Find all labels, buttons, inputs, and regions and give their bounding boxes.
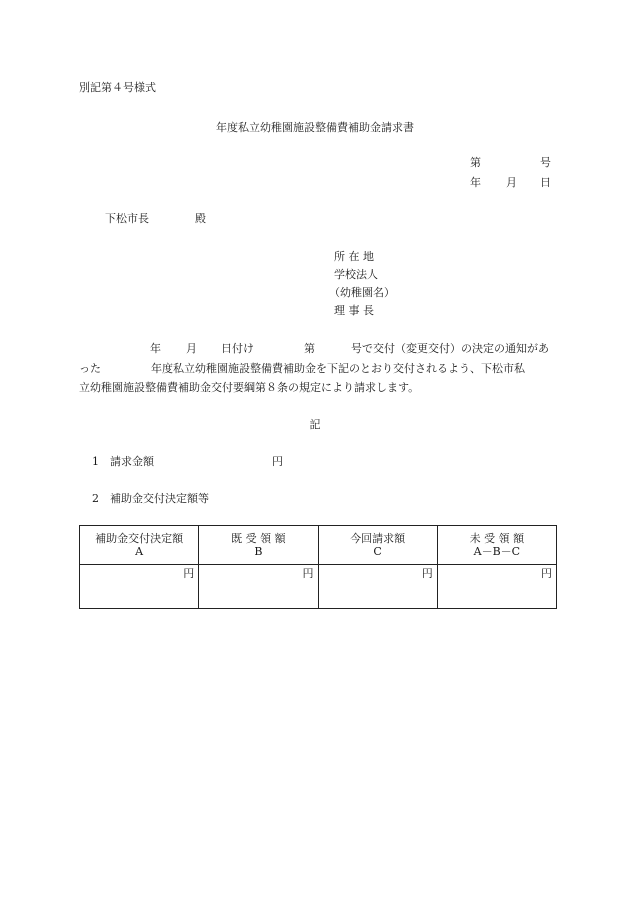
column-title: 未 受 領 額: [469, 532, 525, 545]
applicant-kindergarten-label: （幼稚園名）: [329, 286, 395, 299]
applicant-corp-label: 学校法人: [334, 268, 378, 281]
body-line2-rest: 年度私立幼稚園施設整備費補助金を下記のとおり交付されるよう、下松市私: [151, 362, 525, 375]
yen-unit: 円: [541, 567, 552, 580]
applicant-chair-label: 理 事 長: [334, 304, 374, 317]
body-line3: 立幼稚園施設整備費補助金交付要綱第８条の規定により請求します。: [79, 381, 420, 394]
amount-cell-c: [318, 565, 437, 609]
table-header-cell: [80, 526, 199, 565]
recipient-honorific: 殿: [195, 212, 206, 225]
yen-unit: 円: [183, 567, 195, 580]
applicant-address-label: 所 在 地: [334, 250, 374, 263]
amounts-table: [79, 525, 557, 609]
table-header-cell: [437, 526, 556, 565]
column-title: 既 受 領 額: [231, 532, 286, 545]
amount-cell-remaining: [437, 565, 556, 609]
date-month: 月: [506, 176, 517, 189]
item1-label: 1 請求金額: [92, 455, 154, 468]
amount-cell-b: [199, 565, 318, 609]
body-no-prefix: 第: [304, 342, 315, 355]
column-title: 補助金交付決定額: [95, 532, 184, 545]
table-header-row: [80, 526, 557, 565]
body-line2-start: った: [79, 362, 101, 375]
table-row: [80, 565, 557, 609]
doc-number-suffix: 号: [540, 156, 551, 169]
column-title: 今回請求額: [350, 532, 406, 545]
body-no-suffix: 号で交付（変更交付）の決定の通知があ: [351, 342, 549, 355]
date-day: 日: [540, 176, 551, 189]
yen-unit: 円: [302, 567, 314, 580]
doc-number-prefix: 第: [470, 156, 481, 169]
table-header-cell: [318, 526, 437, 565]
body-month: 月: [186, 342, 197, 355]
item1-unit: 円: [272, 455, 283, 468]
amount-cell-a: [80, 565, 199, 609]
item2-label: 2 補助金交付決定額等: [92, 492, 209, 505]
column-code: A－B－C: [473, 545, 521, 558]
column-code: A: [135, 545, 144, 558]
recipient-name: 下松市長: [105, 212, 149, 225]
column-code: C: [373, 545, 382, 558]
date-year: 年: [470, 176, 481, 189]
body-year: 年: [150, 342, 161, 355]
yen-unit: 円: [421, 567, 433, 580]
ki-heading: 記: [309, 418, 321, 431]
table-header-cell: [199, 526, 318, 565]
body-date-attached: 日付け: [221, 342, 254, 355]
column-code: B: [254, 545, 263, 558]
document-title: 年度私立幼稚園施設整備費補助金請求書: [216, 121, 414, 134]
form-label: 別記第４号様式: [79, 81, 156, 94]
